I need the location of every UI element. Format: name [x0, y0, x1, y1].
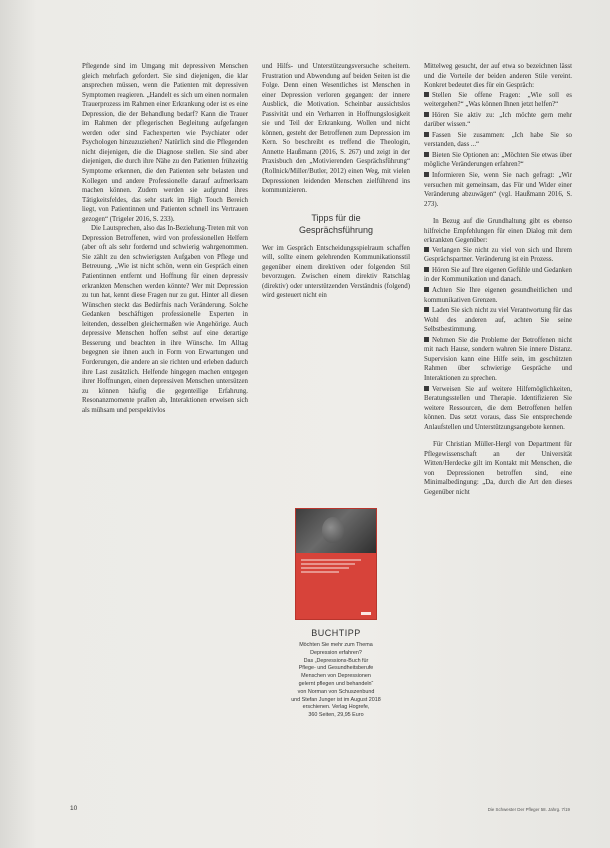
paragraph: Die Lautsprechen, also das In-Beziehung-Treten mit von Depression Betroffenen, wird von professionellen Helfern (aber oft als sehr fordernd und schwierig wahrgenommen. Sie zählt zu den schwierigsten Aufgaben von Pflege und Betreuung. „Wie ist nicht schön, wenn ein Gespräch einen Patientinnen entfernt und Hoffnung für einen depressiv erkrankten Menschen werden könnte? Wer mit Depression zu tun hat, kennt diese Fragen nur zu gut. Hinter all diesen Wünschen steckt das Bedürfnis nach Veränderung. Solche Gedanken beschäftigen professionelle Experten in leitenden, desselben gleichermaßen wie Angehörige. Auch depressive Menschen hoffen selbst auf eine derartige Besserung und beachten in ihre Wünsche. Im Alltag begegnen sie ihnen auch in Form von Erwartungen und Forderungen, die andere an sie richten und erleben dadurch ihre Last zusätzlich. Helfende hingegen machen entgegen ihrer Hoffnungen, einen depressiven Menschen untersützen zu können häufig die gegenteilige Erfahrung. Resonanzmomente prallen ab, Interaktionen erweisen sich als mühsam und perspektivlos: [82, 225, 248, 414]
heading-text: Tipps für die Gesprächsführung: [298, 212, 374, 235]
bullet-list: [424, 246, 572, 432]
list-item: Verweisen Sie auf weitere Hilfemöglichkeiten, Beratungsstellen und Therapie. Identifizieren Sie weitere Ressourcen, die dem Betroffenen helfen können. Das setzt voraus, dass Sie entsprechende Anlaufstellen und Unterstützungsangebote kennen.: [424, 385, 572, 431]
book-tip-line: Das „Depressions-Buch für: [303, 657, 369, 664]
bullet-square-icon: [424, 112, 429, 117]
bullet-square-icon: [424, 152, 429, 157]
list-item: Fassen Sie zusammen: „Ich habe Sie so verstanden, dass ...“: [424, 131, 572, 149]
paragraph: und Hilfs- und Unterstützungsversuche scheitern. Frustration und Abwendung auf beiden Seiten ist die Folge. Denn einen Wesentliches ist Menschen in einer Depression verloren gegangen: der innere Ausblick, die Motivation. Scheinbar aussichtslos Passivität und ein Verharren in Hoffnungslosigkeit sie und Teil der Erkrankung. Wollen und nicht können, gesteht der Betroffenen zum Depression im Kern. So beschreibt es treffend die Theologin, Annette Haußmann (2016, S. 267) und zeigt in der Praxisbuch den „Motivierenden Gesprächsführung“ (Rollnick/Miller/Butler, 2012) einen Weg, mit vielen Depressionen leidenden Menschen zielführend ins kommunizieren.: [262, 63, 410, 195]
book-tip-line: 360 Seiten, 29,95 Euro: [308, 712, 364, 719]
book-tip-line: und Stefan Junger ist im August 2018: [291, 696, 381, 703]
list-item: Achten Sie Ihre eigenen gesundheitlichen und kommunikativen Grenzen.: [424, 287, 572, 304]
text-column-right: [424, 62, 572, 498]
bullet-square-icon: [424, 307, 429, 312]
cover-text-block: [301, 559, 373, 575]
book-tip-line: Pflege- und Gesundheitsberufe: [298, 665, 374, 672]
book-tip-line: gelernt pflegen und behandeln“: [298, 680, 374, 687]
bullet-square-icon: [424, 287, 429, 292]
list-item: Bieten Sie Optionen an: „Möchten Sie etwas über mögliche Veränderungen erfahren?“: [424, 151, 572, 169]
paragraph: In Bezug auf die Grundhaltung gibt es ebenso hilfreiche Empfehlungen für einen Dialog mit dem erkrankten Gegenüber:: [424, 218, 572, 245]
list-item: Nehmen Sie die Probleme der Betroffenen nicht mit nach Hause, sondern wahren Sie innere Distanz. Supervision kann eine Hilfe sein, im geschützten Rahmen über schwierige Gespräche und Interaktionen zu sprechen.: [424, 336, 572, 382]
bullet-square-icon: [424, 172, 429, 177]
list-item: Verlangen Sie nicht zu viel von sich und Ihrem Gesprächspartner. Veränderung ist ein Prozess.: [424, 246, 572, 264]
list-item: Laden Sie sich nicht zu viel Verantwortung für das Wohl des anderen auf, achten Sie seine Selbstbestimmung.: [424, 307, 572, 334]
book-tip-line: Menschen von Depressionen: [301, 673, 371, 680]
book-tip-line: Möchten Sie mehr zum Thema: [299, 642, 373, 648]
list-item: Hören Sie aktiv zu: „Ich möchte gern mehr darüber wissen.“: [424, 111, 572, 129]
bullet-square-icon: [424, 247, 429, 252]
text-column-left: [82, 62, 248, 415]
bullet-square-icon: [424, 132, 429, 137]
list-item: Stellen Sie offene Fragen: „Wie soll es weitergehen?“ „Was können Ihnen jetzt helfen?“: [424, 91, 572, 109]
list-item: Informieren Sie, wenn Sie nach gefragt: „Wir versuchen mit gemeinsam, das Für und Wider einer Veränderung abzuwägen“ (vgl. Haußmann 2016, S. 273).: [424, 172, 572, 208]
book-tip-box: [262, 627, 410, 720]
book-tip-line: von Norman von Schuszenbund: [297, 688, 375, 695]
bullet-square-icon: [424, 386, 429, 391]
section-heading-tips: [262, 212, 410, 236]
book-tip-line: Depression erfahren?: [310, 649, 362, 656]
book-cover-image: [295, 508, 377, 620]
portrait-figure: [322, 517, 344, 543]
paragraph: Pflegende sind im Umgang mit depressiven Menschen gleich mehrfach gefordert. Sie sind diejenigen, die klar ansprechen müssen, wenn die Patienten mit depressiven Symptomen reagieren. „Handelt es sich um einen normalen Trauerprozess im Rahmen einer Erkrankung oder ist es eine Depression, die der Behandlung bedarf? Kann die Trauer im Rahmen der pflegerischen Begleitung aufgefangen werden oder sind Fachexperten wie Psychiater oder Psychologen hinzuzuziehen? Natürlich sind die Pflegenden nicht diejenigen, die die Diagnose stellen. Sie sind aber diejenigen, die durch ihre Nähe zu den Patienten frühzeitig Symptome erkennen, die den Patienten sehr belasten und Kollegen und andere Professionelle darauf aufmerksam machen können. Zudem werden sie aufgrund ihres Tätigkeitsfeldes, das sehr stark im High Touch Bereich liegt, von Patientinnen und Patienten schnell ins Vertrauen gezogen“ (Trigeler 2016, S. 233).: [82, 63, 248, 223]
bullet-square-icon: [424, 92, 429, 97]
paragraph: Wer im Gespräch Entscheidungsspielraum schaffen will, sollte einem gelehrenden Kommunikationsstil gegenüber einem direktiven oder folgenden Stil bevorzugen. Zwischen einem direktiv Ratschlag (direktiv) oder unterstützenden Verständnis (folgend) wird gesteuert nicht ein: [262, 244, 410, 300]
paragraph: Mittelweg gesucht, der auf etwa so bezeichnen lässt und die Vorteile der beiden anderen Stile vereint. Konkret bedeutet dies für ein Gespräch:: [424, 63, 572, 90]
book-tip-title: BUCHTIPP: [311, 628, 361, 638]
bullet-square-icon: [424, 267, 429, 272]
bullet-list: [424, 91, 572, 210]
bullet-square-icon: [424, 337, 429, 342]
page-number: 10: [70, 805, 78, 812]
list-item: Hören Sie auf Ihre eigenen Gefühle und Gedanken in der Kommunikation und danach.: [424, 266, 572, 284]
text-column-middle: [262, 62, 410, 301]
running-footer: Die Schwester Der Pfleger 58. Jahrg. 7/19: [487, 807, 570, 812]
book-tip-line: erschienen. Verlag Hogrefe,: [302, 704, 370, 711]
publisher-logo: [361, 612, 371, 615]
paragraph: Für Christian Müller-Hergl von Department für Pflegewissenschaft an der Universität Witten/Herdecke gilt im Kontakt mit Menschen, die von Depressionen betroffen sind, eine Minimalbedingung: „Da, durch die Art den dieses Gegenüber nicht: [424, 441, 572, 496]
